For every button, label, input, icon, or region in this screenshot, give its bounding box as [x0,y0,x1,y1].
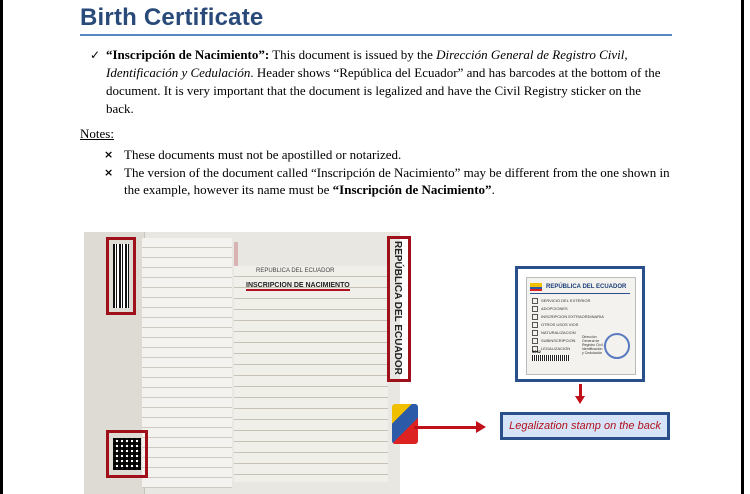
intro-paragraph [90,46,672,118]
page-title: Birth Certificate [80,4,264,31]
cross-icon: × [104,148,114,161]
sticker-barcode-icon [532,355,570,361]
legalization-sticker-image [515,266,645,382]
arrow-right [414,426,478,429]
flag-icon [530,283,542,291]
civil-registry-sticker [392,404,418,444]
certificate-stub [142,238,232,488]
notes-list [104,146,684,199]
sticker-option: SUBINSCRIPCION [532,337,604,345]
arrow-down-head [575,396,585,404]
note-item [104,164,684,198]
legalization-callout [500,412,670,440]
notes-label: Notes: [80,126,114,141]
sticker-issuer: Dirección General de Registro Civil, Identificación y Cedulación [582,335,604,355]
title-underline [80,34,672,36]
intro-issuer: Dirección General de Registro Civil, Identificación y Cedulación [106,47,628,80]
sticker-option: ADOPCIONES [532,305,604,313]
sticker-option: OTROS USOS VIOS [532,321,604,329]
note-text: The version of the document called “Inscripción de Nacimiento” may be different from the one shown in the example, however its name must be [124,165,670,197]
note-emphasis: “Inscripción de Nacimiento” [332,182,492,197]
sticker-divider [530,293,630,294]
barcode-icon [113,244,129,308]
sticker-option: SERVICIO DEL EXTERIOR [532,297,604,305]
legalization-callout-label: Legalization stamp on the back [509,420,661,432]
barcode-highlight [106,237,136,315]
seal-icon [604,333,630,359]
certificate-body [234,266,388,482]
checkmark-icon: ✓ [90,48,101,62]
sticker-option: NATURALIZACION [532,329,604,337]
sticker-title: REPÚBLICA DEL ECUADOR [546,284,627,290]
sticker-option: LEGALIZACION [532,345,604,353]
intro-document-name: “Inscripción de Nacimiento”: [106,47,270,62]
certificate-header: REPUBLICA DEL ECUADOR [256,268,335,274]
cross-icon: × [104,166,114,179]
header-highlight [387,236,411,382]
note-tail: . [491,182,495,197]
certificate-document-title: INSCRIPCION DE NACIMIENTO [246,282,350,289]
arrow-right-head [476,421,486,433]
intro-text-2: . Header shows “República del Ecuador” and has barcodes at the bottom of the document. It is very important that the document is legalized and have the Civil Registry sticker on the back. [106,65,661,116]
sticker-code: 0062 [532,349,541,354]
intro-text-1: This document is issued by the [269,47,437,62]
vertical-country-label: REPÚBLICA DEL ECUADOR [392,241,403,375]
qr-code-icon [113,438,141,470]
note-item [104,146,684,163]
qr-highlight [106,430,148,478]
note-text: These documents must not be apostilled or notarized. [124,147,402,162]
sticker-option: INSCRIPCION EXTRAORDINARIA [532,313,604,321]
